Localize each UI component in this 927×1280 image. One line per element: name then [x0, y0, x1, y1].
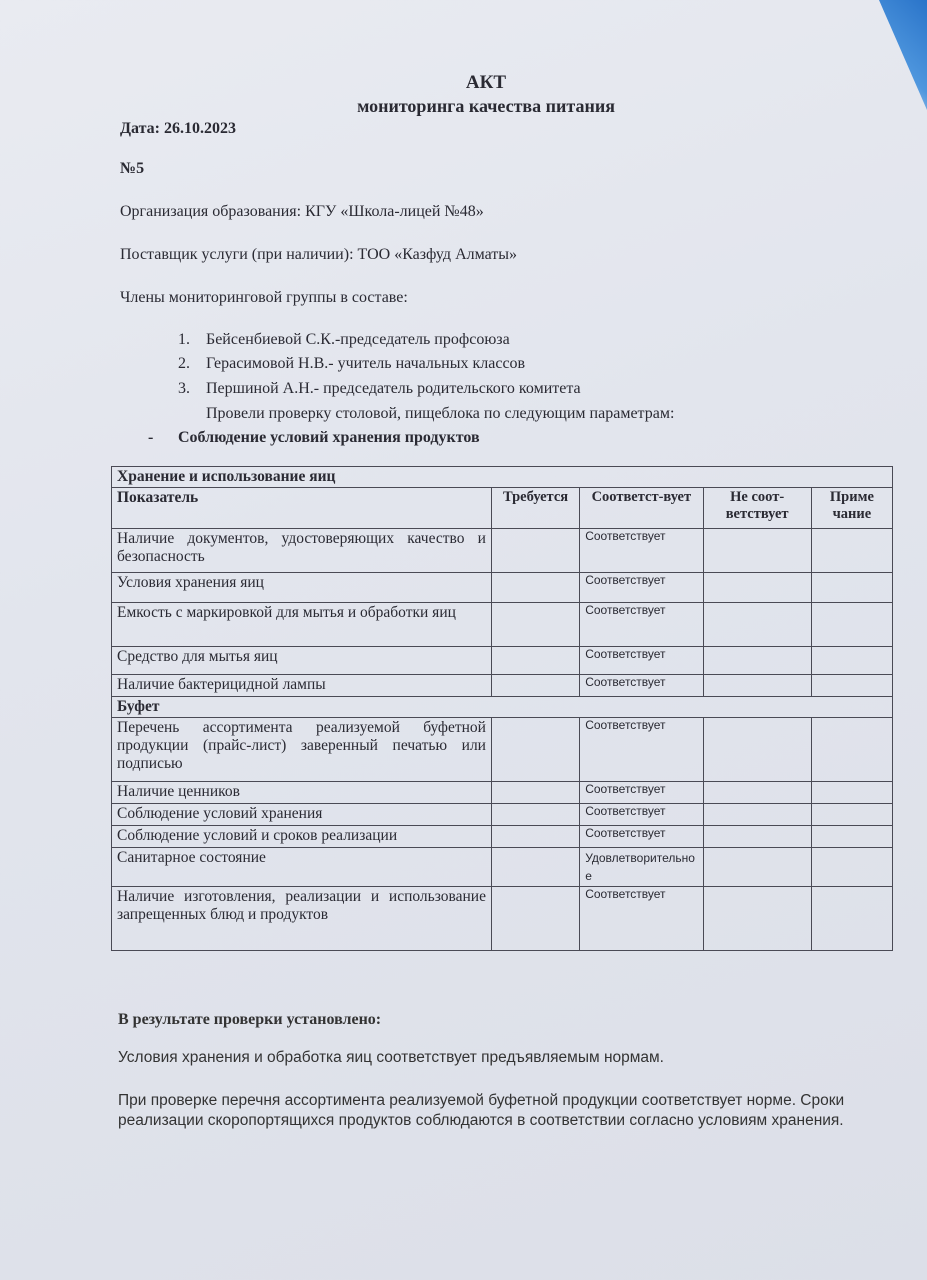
note-cell — [811, 603, 892, 647]
not-complies-cell — [703, 529, 811, 573]
status-cell: Соответствует — [580, 826, 703, 848]
organization-line: Организация образования: КГУ «Школа-лицей №48» — [120, 203, 484, 220]
indicator-cell: Емкость с маркировкой для мытья и обработки яиц — [112, 603, 492, 647]
document-date: Дата: 26.10.2023 — [120, 120, 236, 137]
note-cell — [811, 826, 892, 848]
table-row — [112, 573, 893, 603]
supplier-line: Поставщик услуги (при наличии): ТОО «Казфуд Алматы» — [120, 246, 518, 263]
required-cell — [491, 573, 579, 603]
status-cell: Соответствует — [580, 718, 703, 782]
header-note: Приме чание — [811, 488, 892, 529]
conclusion-paragraph: При проверке перечня ассортимента реализуемой буфетной продукции соответствует норме. Сроки реализации скоропортящихся продуктов соблюдаются в соответствии согласно условиям хранения. — [118, 1092, 845, 1130]
member-text: Бейсенбиевой С.К.-председатель профсоюза — [206, 331, 510, 348]
member-text: Першиной А.Н.- председатель родительского комитета — [206, 380, 581, 397]
required-cell — [491, 826, 579, 848]
monitoring-table — [111, 466, 893, 951]
table-row — [112, 826, 893, 848]
member-number: 1. — [178, 331, 190, 348]
dash-bullet: - — [148, 429, 154, 446]
indicator-cell: Наличие ценников — [112, 782, 492, 804]
indicator-cell: Наличие документов, удостоверяющих качество и безопасность — [112, 529, 492, 573]
table-row — [112, 603, 893, 647]
table-section-row — [112, 467, 893, 488]
indicator-cell: Условия хранения яиц — [112, 573, 492, 603]
status-cell: Соответствует — [580, 782, 703, 804]
section-heading — [148, 429, 480, 447]
members-intro: Члены мониторинговой группы в составе: — [120, 289, 408, 306]
required-cell — [491, 887, 579, 951]
not-complies-cell — [703, 848, 811, 887]
section-buffet: Буфет — [112, 697, 893, 718]
check-intro: Провели проверку столовой, пищеблока по следующим параметрам: — [206, 405, 675, 422]
note-cell — [811, 718, 892, 782]
not-complies-cell — [703, 573, 811, 603]
table-row — [112, 887, 893, 951]
note-cell — [811, 573, 892, 603]
member-item — [178, 380, 581, 398]
note-cell — [811, 529, 892, 573]
not-complies-cell — [703, 826, 811, 848]
status-cell: Соответствует — [580, 887, 703, 951]
table-row — [112, 529, 893, 573]
not-complies-cell — [703, 887, 811, 951]
status-cell: Удовлетворительное — [580, 848, 703, 887]
status-cell: Соответствует — [580, 529, 703, 573]
note-cell — [811, 782, 892, 804]
indicator-cell: Средство для мытья яиц — [112, 647, 492, 675]
table-row — [112, 718, 893, 782]
not-complies-cell — [703, 647, 811, 675]
status-cell: Соответствует — [580, 675, 703, 697]
member-item — [178, 331, 510, 349]
indicator-cell: Наличие бактерицидной лампы — [112, 675, 492, 697]
conclusion-heading: В результате проверки установлено: — [118, 1011, 382, 1028]
required-cell — [491, 675, 579, 697]
required-cell — [491, 647, 579, 675]
note-cell — [811, 804, 892, 826]
table-section-row — [112, 697, 893, 718]
document-number: №5 — [120, 160, 145, 177]
header-complies: Соответст-вует — [580, 488, 703, 529]
indicator-cell: Санитарное состояние — [112, 848, 492, 887]
member-item — [178, 355, 525, 373]
status-cell: Соответствует — [580, 804, 703, 826]
not-complies-cell — [703, 782, 811, 804]
conclusion-paragraph: Условия хранения и обработка яиц соответствует предъявляемым нормам. — [118, 1049, 664, 1066]
section-eggs: Хранение и использование яиц — [112, 467, 893, 488]
note-cell — [811, 887, 892, 951]
status-cell: Соответствует — [580, 647, 703, 675]
table-row — [112, 848, 893, 887]
note-cell — [811, 647, 892, 675]
section-heading-text: Соблюдение условий хранения продуктов — [178, 429, 480, 446]
indicator-cell: Соблюдение условий и сроков реализации — [112, 826, 492, 848]
table-header-row — [112, 488, 893, 529]
table-row — [112, 675, 893, 697]
header-indicator: Показатель — [112, 488, 492, 529]
header-not-complies: Не соот-ветствует — [703, 488, 811, 529]
document-subtitle: мониторинга качества питания — [357, 96, 615, 116]
table-row — [112, 782, 893, 804]
indicator-cell: Соблюдение условий хранения — [112, 804, 492, 826]
member-number: 2. — [178, 355, 190, 372]
member-text: Герасимовой Н.В.- учитель начальных классов — [206, 355, 526, 372]
indicator-cell: Перечень ассортимента реализуемой буфетной продукции (прайс-лист) заверенный печатью или подписью — [112, 718, 492, 782]
table-row — [112, 647, 893, 675]
indicator-cell: Наличие изготовления, реализации и использование запрещенных блюд и продуктов — [112, 887, 492, 951]
table-row — [112, 804, 893, 826]
document-title: АКТ — [465, 72, 507, 93]
required-cell — [491, 529, 579, 573]
required-cell — [491, 718, 579, 782]
header-required: Требуется — [491, 488, 579, 529]
not-complies-cell — [703, 804, 811, 826]
note-cell — [811, 848, 892, 887]
status-cell: Соответствует — [580, 573, 703, 603]
not-complies-cell — [703, 718, 811, 782]
required-cell — [491, 848, 579, 887]
not-complies-cell — [703, 675, 811, 697]
required-cell — [491, 603, 579, 647]
note-cell — [811, 675, 892, 697]
not-complies-cell — [703, 603, 811, 647]
required-cell — [491, 804, 579, 826]
member-number: 3. — [178, 380, 190, 397]
required-cell — [491, 782, 579, 804]
status-cell: Соответствует — [580, 603, 703, 647]
